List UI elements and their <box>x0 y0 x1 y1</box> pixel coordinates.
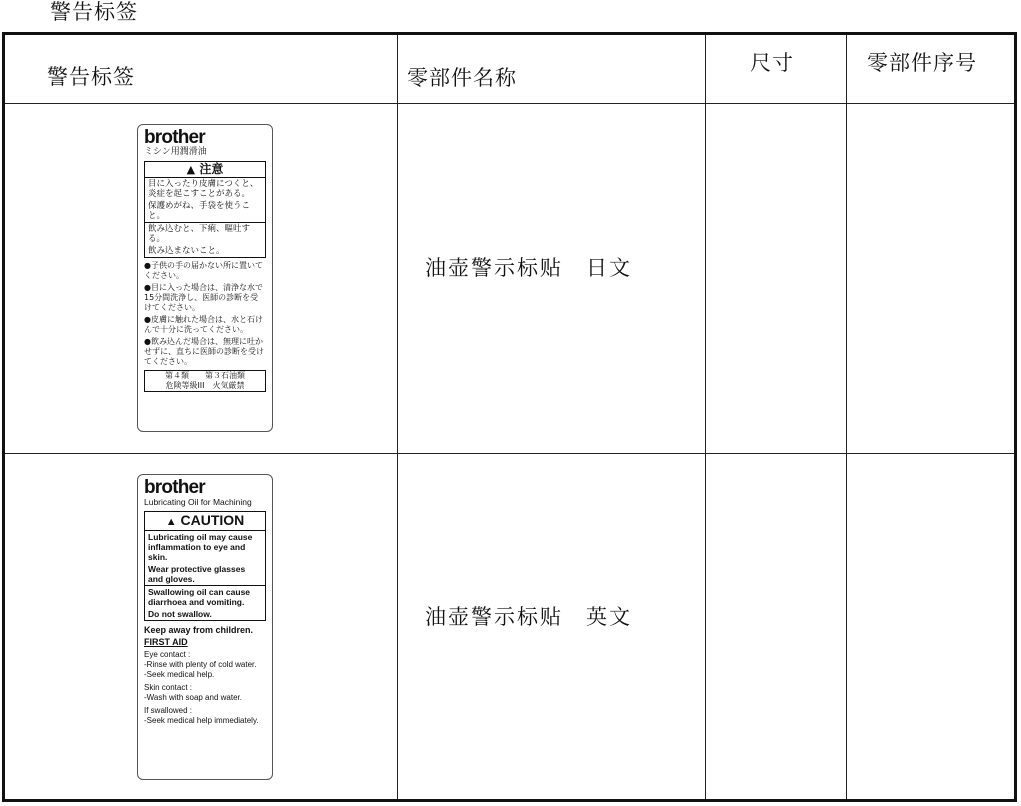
first-aid-line: If swallowed : <box>144 706 193 715</box>
first-aid-line: -Seek medical help immediately. <box>144 716 259 725</box>
note: ●子供の手の届かない所に置いてください。 <box>144 261 263 280</box>
warning-box <box>144 511 266 621</box>
warning-triangle-icon: ▲ <box>165 516 177 528</box>
label-english <box>137 474 273 780</box>
warning-title: CAUTION <box>180 512 245 528</box>
hazard-class-line: 危険等級III 火気厳禁 <box>165 381 245 390</box>
warning-triangle-icon: ▲ <box>186 163 196 176</box>
part-name-english: 油壶警示标贴 英文 <box>425 605 632 629</box>
warning-box <box>144 161 266 258</box>
warning-text: Lubricating oil may cause inflammation to eye and skin. <box>148 532 253 562</box>
warning-text: Wear protective glasses and gloves. <box>145 563 265 586</box>
note: ●飲み込んだ場合は、無理に吐かせずに、直ちに医師の診断を受けてください。 <box>144 337 264 366</box>
first-aid-line: -Rinse with plenty of cold water. <box>144 660 257 669</box>
header-warning-label: 警告标签 <box>47 65 135 89</box>
label-japanese <box>137 124 273 432</box>
first-aid-line: Skin contact : <box>144 683 193 692</box>
product-name: Lubricating Oil for Machining <box>144 497 252 507</box>
brand-logo: brother <box>144 127 205 148</box>
first-aid-line: -Seek medical help. <box>144 670 215 679</box>
warning-text: 飲み込まないこと。 <box>148 246 225 256</box>
warning-heading <box>145 512 265 531</box>
warning-text: 保護めがね、手袋を使うこと。 <box>145 200 265 223</box>
note: ●皮膚に触れた場合は、水と石けんで十分に洗ってください。 <box>144 315 263 334</box>
row-divider <box>5 453 1014 454</box>
page-title: 警告标签 <box>50 0 138 24</box>
header-size: 尺寸 <box>750 51 794 75</box>
column-divider <box>846 35 847 799</box>
header-part-number: 零部件序号 <box>867 51 977 75</box>
column-divider <box>705 35 706 799</box>
warning-text: Do not swallow. <box>148 609 212 619</box>
hazard-class-line: 第４類 第３石油類 <box>165 371 245 380</box>
first-aid-line: -Wash with soap and water. <box>144 693 242 702</box>
warning-text: 飲み込むと、下痢、嘔吐する。 <box>148 224 251 244</box>
part-name-japanese: 油壶警示标贴 日文 <box>425 256 632 280</box>
product-name: ミシン用潤滑油 <box>144 147 207 157</box>
note: ●目に入った場合は、清浄な水で15分間洗浄し、医師の診断を受けてください。 <box>144 283 263 312</box>
hazard-class-box <box>144 370 266 392</box>
keep-away-notice: Keep away from children. <box>144 625 254 635</box>
warning-title: 注意 <box>199 162 224 176</box>
warning-text: Swallowing oil can cause diarrhoea and vomiting. <box>148 587 251 607</box>
brand-logo: brother <box>144 477 205 498</box>
warning-text: 目に入ったり皮膚につくと、炎症を起こすことがある。 <box>148 179 259 199</box>
row-divider <box>5 103 1014 104</box>
warning-heading <box>145 162 265 178</box>
first-aid-line: Eye contact : <box>144 650 191 659</box>
header-part-name: 零部件名称 <box>407 66 517 90</box>
first-aid-heading: FIRST AID <box>144 637 188 647</box>
column-divider <box>397 35 398 799</box>
